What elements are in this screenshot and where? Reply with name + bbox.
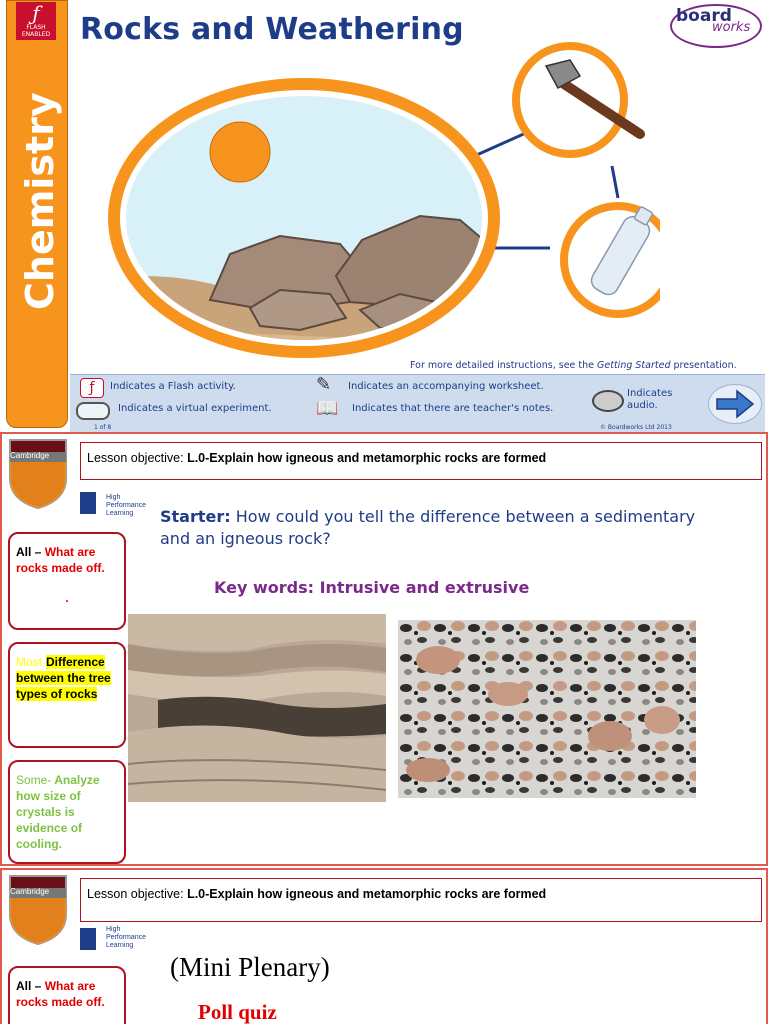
- flash-enabled-badge: [16, 2, 56, 40]
- shield-label: Cambridge: [10, 451, 50, 460]
- all-objective-box: [8, 532, 126, 630]
- most-objective-box: [8, 642, 126, 748]
- instructions-suffix: presentation.: [670, 360, 737, 371]
- sedimentary-rock-photo: [128, 614, 386, 802]
- sun-icon: [210, 122, 270, 182]
- hpl-logo-text: High Performance Learning: [106, 494, 147, 517]
- weathering-illustration: [100, 40, 660, 360]
- starter-label: Starter:: [160, 507, 231, 526]
- most-label: Most-: [16, 655, 46, 669]
- cambridge-shield-icon: [6, 438, 70, 510]
- connector-line: [470, 132, 528, 158]
- some-text: Analyze how size of crystals is evidence of cooling.: [16, 773, 100, 851]
- starter-text: How could you tell the difference between a sedimentary and an igneous rock?: [160, 507, 696, 548]
- speaker-icon: [592, 390, 624, 412]
- connector-line: [612, 166, 618, 198]
- most-text: Difference between the tree types of rocks: [16, 655, 111, 701]
- igneous-granite-photo: [398, 620, 696, 798]
- copyright: © Boardworks Ltd 2013: [600, 424, 672, 431]
- legend-audio-2: audio.: [627, 400, 658, 411]
- all-text: What are rocks made off.: [16, 545, 105, 575]
- flash-badge-line2: ENABLED: [21, 31, 51, 38]
- flash-icon: ƒ: [80, 378, 104, 398]
- logo-word-works: works: [712, 20, 751, 35]
- hpl-logo-text: High Performance Learning: [106, 926, 147, 949]
- starter-question: [160, 506, 720, 550]
- page-count: 1 of 8: [94, 424, 112, 431]
- slide-title: Rocks and Weathering: [80, 12, 464, 47]
- slide-footer: [70, 424, 765, 432]
- mini-plenary-slide: [0, 868, 768, 1024]
- book-icon: 📖: [316, 398, 339, 419]
- all-label: All: [16, 545, 32, 559]
- logo-word-board: board: [676, 6, 732, 26]
- all-label: All: [16, 979, 32, 993]
- lesson-objective-box: [80, 878, 762, 922]
- cambridge-shield-icon: [6, 874, 70, 946]
- objective-text: L.0-Explain how igneous and metamorphic rocks are formed: [187, 887, 547, 901]
- getting-started-note: [410, 360, 737, 371]
- all-dot: .: [65, 591, 69, 605]
- lesson-objective-box: [80, 442, 762, 480]
- legend-flash: Indicates a Flash activity.: [110, 381, 236, 392]
- pencil-icon: ✎: [316, 374, 332, 395]
- mini-plenary-heading: (Mini Plenary): [170, 952, 330, 982]
- flash-badge-line1: FLASH: [26, 24, 46, 31]
- poll-quiz-label: Poll quiz: [198, 1000, 277, 1024]
- objective-text: L.0-Explain how igneous and metamorphic rocks are formed: [187, 451, 547, 465]
- subject-label: Chemistry: [18, 92, 62, 310]
- hpl-logo-icon: [80, 492, 96, 514]
- key-words: Key words: Intrusive and extrusive: [214, 578, 530, 597]
- starter-slide: [0, 432, 768, 866]
- instructions-prefix: For more detailed instructions, see the: [410, 360, 598, 371]
- some-label: Some-: [16, 773, 52, 787]
- goggles-icon: [76, 402, 110, 420]
- all-objective-box: [8, 966, 126, 1024]
- objective-prefix: Lesson objective:: [87, 887, 188, 901]
- all-dash: –: [31, 545, 45, 559]
- legend-notes: Indicates that there are teacher's notes.: [352, 403, 554, 414]
- right-arrow-icon: [709, 385, 761, 423]
- legend-worksheet: Indicates an accompanying worksheet.: [348, 381, 544, 392]
- next-slide-button[interactable]: [708, 384, 762, 424]
- flash-icon: ƒ: [32, 1, 40, 25]
- hpl-logo-icon: [80, 928, 96, 950]
- shield-label: Cambridge: [10, 887, 50, 896]
- boardworks-title-slide: [0, 0, 768, 432]
- legend-virtual: Indicates a virtual experiment.: [118, 403, 272, 414]
- legend-audio-1: Indicates: [627, 388, 673, 399]
- all-text: What are rocks made off.: [16, 979, 105, 1009]
- all-dash: –: [31, 979, 45, 993]
- objective-prefix: Lesson objective:: [87, 451, 188, 465]
- getting-started-link[interactable]: Getting Started: [597, 360, 671, 371]
- some-objective-box: [8, 760, 126, 864]
